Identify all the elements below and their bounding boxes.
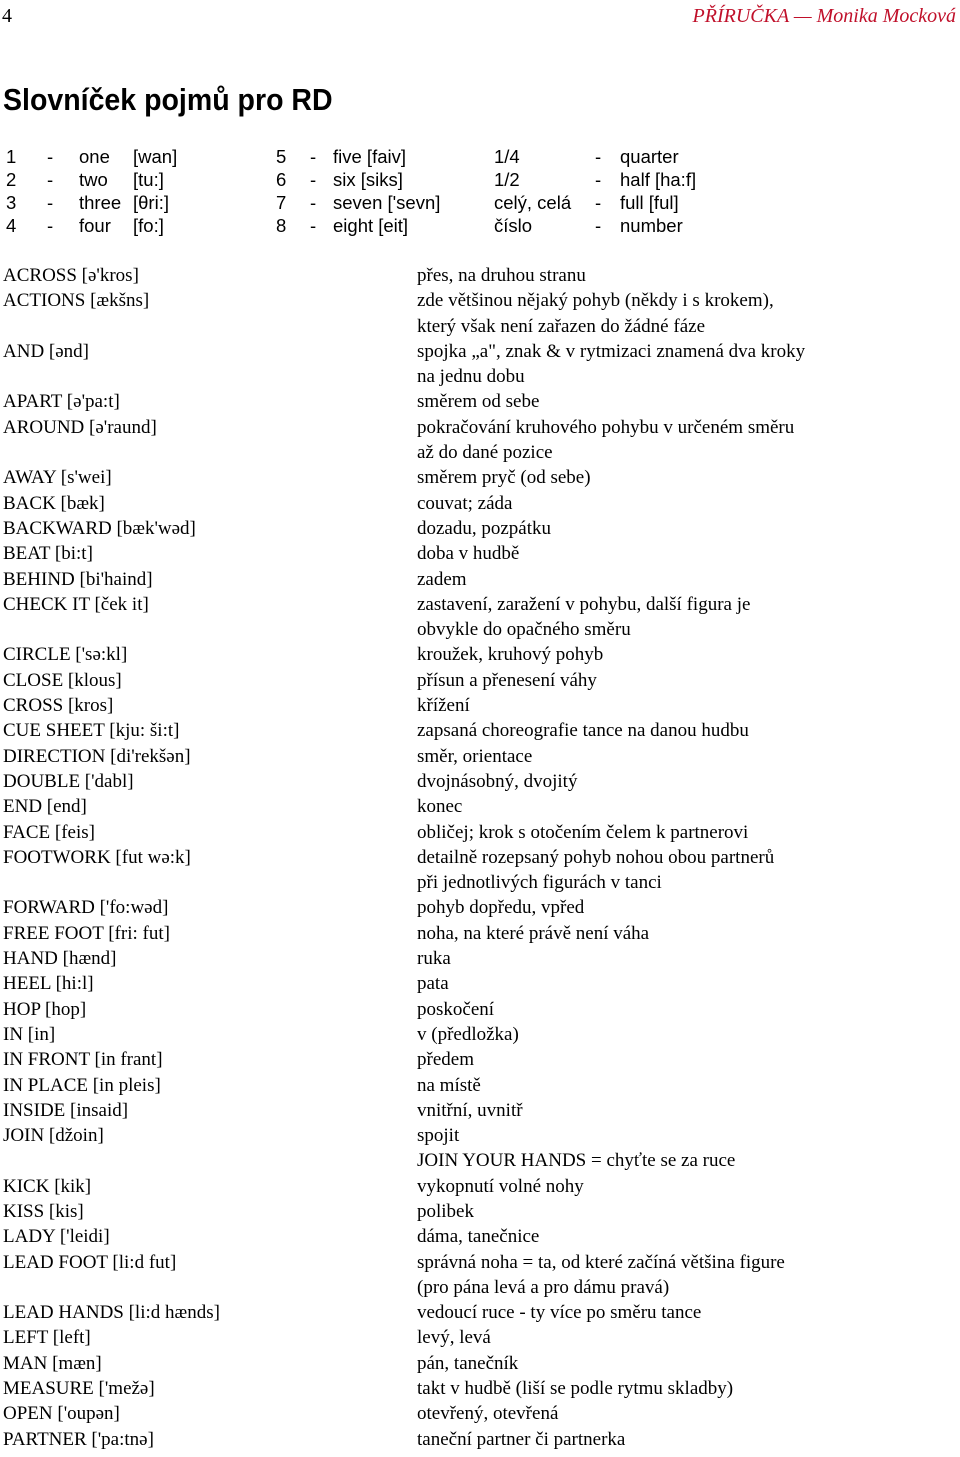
glossary-entry xyxy=(0,1098,960,1123)
glossary-definition xyxy=(417,1401,960,1426)
definition-line: takt v hudbě (liší se podle rytmu skladby) xyxy=(417,1378,734,1400)
glossary-definition xyxy=(417,946,960,971)
definition-line: (pro pána levá a pro dámu pravá) xyxy=(417,1276,670,1298)
glossary-term: END [end] xyxy=(3,796,87,818)
glossary-term: FOOTWORK [fut wə:k] xyxy=(3,846,191,868)
glossary-definition xyxy=(417,921,960,946)
glossary-definition xyxy=(417,389,960,414)
definition-line: spojka „a", znak & v rytmizaci znamená dva kroky xyxy=(417,340,806,362)
glossary-entry xyxy=(0,1199,960,1224)
definition-line: kroužek, kruhový pohyb xyxy=(417,644,604,666)
definition-line: doba v hudbě xyxy=(417,543,520,565)
definition-line: předem xyxy=(417,1049,474,1071)
glossary-definition xyxy=(417,971,960,996)
definition-line: křížení xyxy=(417,695,470,717)
glossary-term: KICK [kik] xyxy=(3,1175,92,1197)
definition-line: směrem pryč (od sebe) xyxy=(417,467,591,489)
glossary-entry xyxy=(0,718,960,743)
numbers-cell: three xyxy=(79,192,122,213)
glossary-entry xyxy=(0,946,960,971)
definition-line: směrem od sebe xyxy=(417,391,540,413)
glossary-definition xyxy=(417,744,960,769)
glossary-entry xyxy=(0,1224,960,1249)
glossary-entry xyxy=(0,1427,960,1452)
numbers-cell: 1 xyxy=(6,146,17,167)
glossary-entry xyxy=(0,744,960,769)
numbers-cell: six [siks] xyxy=(333,169,403,190)
numbers-cell: - xyxy=(310,146,317,167)
glossary-entry xyxy=(0,971,960,996)
definition-line: pokračování kruhového pohybu v určeném směru xyxy=(417,416,795,438)
glossary-term: BEAT [bi:t] xyxy=(3,543,93,565)
numbers-cell: - xyxy=(310,169,317,190)
definition-line: zde většinou nějaký pohyb (někdy i s krokem), xyxy=(417,290,774,312)
glossary-term: HAND [hænd] xyxy=(3,948,117,970)
definition-line: poskočení xyxy=(417,998,495,1020)
glossary-entry xyxy=(0,1123,960,1174)
definition-line: spojit xyxy=(417,1125,460,1147)
numbers-cell: - xyxy=(47,215,54,236)
glossary-term: FORWARD ['fo:wəd] xyxy=(3,897,169,919)
definition-line: vedoucí ruce - ty více po směru tance xyxy=(417,1302,702,1324)
glossary-entry xyxy=(0,997,960,1022)
glossary-term: MAN [mæn] xyxy=(3,1352,102,1374)
definition-line: pata xyxy=(417,973,449,995)
glossary-entry xyxy=(0,1174,960,1199)
definition-line: taneční partner či partnerka xyxy=(417,1428,626,1450)
definition-line: levý, levá xyxy=(417,1327,491,1349)
glossary-entry xyxy=(0,389,960,414)
glossary-definition xyxy=(417,642,960,667)
glossary-entry xyxy=(0,693,960,718)
definition-line: pohyb dopředu, vpřed xyxy=(417,897,585,919)
page-title: Slovníček pojmů pro RD xyxy=(3,82,333,117)
glossary-term: MEASURE ['mežə] xyxy=(3,1378,155,1400)
numbers-row xyxy=(0,192,960,215)
glossary-term: ACTIONS [ækšns] xyxy=(3,290,150,312)
glossary-term: DOUBLE ['dabl] xyxy=(3,770,134,792)
glossary-definition xyxy=(417,1427,960,1452)
numbers-row xyxy=(0,146,960,169)
glossary-definition xyxy=(417,1325,960,1350)
glossary-term: JOIN [džoin] xyxy=(3,1125,104,1147)
glossary-term: HOP [hop] xyxy=(3,998,87,1020)
numbers-cell: one xyxy=(79,146,110,167)
glossary-entry xyxy=(0,1401,960,1426)
numbers-cell: číslo xyxy=(494,215,533,236)
glossary-entry xyxy=(0,895,960,920)
glossary-definition xyxy=(417,693,960,718)
glossary-definition xyxy=(417,895,960,920)
glossary-term: APART [ə'pa:t] xyxy=(3,391,120,413)
definition-line: polibek xyxy=(417,1200,474,1222)
glossary-definition xyxy=(417,288,960,339)
definition-line: pán, tanečník xyxy=(417,1352,519,1374)
definition-line: který však není zařazen do žádné fáze xyxy=(417,315,705,337)
glossary-definition xyxy=(417,1022,960,1047)
glossary-entry xyxy=(0,1325,960,1350)
glossary-entry xyxy=(0,541,960,566)
definition-line: při jednotlivých figurách v tanci xyxy=(417,872,662,894)
numbers-cell: [tu:] xyxy=(133,169,164,190)
definition-line: dvojnásobný, dvojitý xyxy=(417,770,578,792)
definition-line: zastavení, zaražení v pohybu, další figura je xyxy=(417,593,751,615)
numbers-cell: 6 xyxy=(276,169,287,190)
numbers-cell: quarter xyxy=(620,146,679,167)
glossary-definition xyxy=(417,541,960,566)
definition-line: správná noha = ta, od které začíná většina figure xyxy=(417,1251,785,1273)
definition-line: ruka xyxy=(417,948,451,970)
glossary-definition xyxy=(417,1300,960,1325)
glossary-term: BACKWARD [bæk'wəd] xyxy=(3,517,196,539)
glossary-entry xyxy=(0,794,960,819)
glossary-entry xyxy=(0,1022,960,1047)
numbers-cell: 3 xyxy=(6,192,17,213)
definition-line: přísun a přenesení váhy xyxy=(417,669,597,691)
glossary-entry xyxy=(0,465,960,490)
glossary-definition xyxy=(417,845,960,896)
numbers-cell: 8 xyxy=(276,215,287,236)
glossary-term: LEFT [left] xyxy=(3,1327,91,1349)
glossary-term: CROSS [kros] xyxy=(3,695,114,717)
numbers-cell: [fo:] xyxy=(133,215,164,236)
glossary-term: IN PLACE [in pleis] xyxy=(3,1074,161,1096)
glossary-definition xyxy=(417,1047,960,1072)
numbers-cell: - xyxy=(595,146,602,167)
glossary-entry xyxy=(0,1047,960,1072)
definition-line: obličej; krok s otočením čelem k partnerovi xyxy=(417,821,749,843)
definition-line: zapsaná choreografie tance na danou hudbu xyxy=(417,720,749,742)
glossary-definition xyxy=(417,1351,960,1376)
glossary-term: AROUND [ə'raund] xyxy=(3,416,157,438)
numbers-cell: - xyxy=(47,169,54,190)
glossary-term: BEHIND [bi'haind] xyxy=(3,568,153,590)
definition-line: obvykle do opačného směru xyxy=(417,619,631,641)
glossary-definition xyxy=(417,1376,960,1401)
glossary-entry xyxy=(0,415,960,466)
numbers-cell: 1/2 xyxy=(494,169,520,190)
glossary-entry xyxy=(0,339,960,390)
glossary-term: CLOSE [klous] xyxy=(3,669,122,691)
numbers-cell: full [ful] xyxy=(620,192,679,213)
glossary-definition xyxy=(417,794,960,819)
numbers-row xyxy=(0,215,960,238)
numbers-cell: four xyxy=(79,215,111,236)
definition-line: JOIN YOUR HANDS = chyťte se za ruce xyxy=(417,1150,736,1172)
glossary-definition xyxy=(417,997,960,1022)
glossary-definition xyxy=(417,516,960,541)
glossary-entry xyxy=(0,1351,960,1376)
numbers-cell: - xyxy=(47,192,54,213)
glossary-term: IN FRONT [in frant] xyxy=(3,1049,163,1071)
numbers-cell: - xyxy=(595,169,602,190)
definition-line: vnitřní, uvnitř xyxy=(417,1099,523,1121)
glossary-term: CUE SHEET [kju: ši:t] xyxy=(3,720,180,742)
definition-line: zadem xyxy=(417,568,467,590)
glossary-entry xyxy=(0,516,960,541)
glossary-term: AND [ənd] xyxy=(3,340,90,362)
glossary-term: BACK [bæk] xyxy=(3,492,105,514)
numbers-cell: [wan] xyxy=(133,146,178,167)
glossary-entry xyxy=(0,642,960,667)
numbers-cell: - xyxy=(310,192,317,213)
glossary-entry xyxy=(0,1300,960,1325)
numbers-cell: - xyxy=(47,146,54,167)
numbers-cell: 1/4 xyxy=(494,146,520,167)
definition-line: na jednu dobu xyxy=(417,366,525,388)
glossary-definition xyxy=(417,415,960,466)
glossary-term: FACE [feis] xyxy=(3,821,95,843)
numbers-cell: five [faiv] xyxy=(333,146,406,167)
numbers-cell: [θri:] xyxy=(133,192,169,213)
numbers-cell: - xyxy=(310,215,317,236)
definition-line: v (předložka) xyxy=(417,1023,519,1045)
page-number: 4 xyxy=(2,5,12,27)
definition-line: detailně rozepsaný pohyb nohou obou partnerů xyxy=(417,846,775,868)
glossary-term: HEEL [hi:l] xyxy=(3,973,94,995)
glossary-term: IN [in] xyxy=(3,1023,56,1045)
glossary-definition xyxy=(417,567,960,592)
glossary-definition xyxy=(417,769,960,794)
numbers-cell: 4 xyxy=(6,215,17,236)
definition-line: vykopnutí volné nohy xyxy=(417,1175,584,1197)
glossary-definition xyxy=(417,1098,960,1123)
glossary-entry xyxy=(0,592,960,643)
definition-line: až do dané pozice xyxy=(417,442,553,464)
glossary-entry xyxy=(0,820,960,845)
definition-line: dáma, tanečnice xyxy=(417,1226,540,1248)
numbers-cell: eight [eit] xyxy=(333,215,409,236)
glossary-entry xyxy=(0,491,960,516)
definition-line: couvat; záda xyxy=(417,492,513,514)
numbers-cell: two xyxy=(79,169,108,190)
definition-line: přes, na druhou stranu xyxy=(417,265,586,286)
glossary-term: LADY ['leidi] xyxy=(3,1226,110,1248)
glossary-entry xyxy=(0,567,960,592)
numbers-row xyxy=(0,169,960,192)
glossary-term: DIRECTION [di'rekšən] xyxy=(3,745,191,767)
glossary-entry xyxy=(0,845,960,896)
glossary-entry xyxy=(0,1073,960,1098)
numbers-cell: seven ['sevn] xyxy=(333,192,441,213)
glossary-term: INSIDE [insaid] xyxy=(3,1099,129,1121)
definition-line: směr, orientace xyxy=(417,745,533,767)
glossary-definition xyxy=(417,1224,960,1249)
glossary-definition xyxy=(417,592,960,643)
glossary-definition xyxy=(417,263,960,288)
glossary-term: AWAY [s'wei] xyxy=(3,467,112,489)
glossary-definition xyxy=(417,491,960,516)
glossary-entry xyxy=(0,1250,960,1301)
numbers-cell: 7 xyxy=(276,192,287,213)
numbers-cell: - xyxy=(595,192,602,213)
definition-line: noha, na které právě není váha xyxy=(417,922,650,944)
glossary-term: PARTNER ['pa:tnə] xyxy=(3,1428,154,1450)
numbers-cell: celý, celá xyxy=(494,192,572,213)
glossary-entry xyxy=(0,769,960,794)
glossary-term: LEAD FOOT [li:d fut] xyxy=(3,1251,177,1273)
definition-line: konec xyxy=(417,796,463,818)
numbers-cell: - xyxy=(595,215,602,236)
definition-line: otevřený, otevřená xyxy=(417,1403,559,1425)
definition-line: na místě xyxy=(417,1074,481,1096)
glossary-definition xyxy=(417,1174,960,1199)
glossary-definition xyxy=(417,465,960,490)
glossary-entry xyxy=(0,263,960,288)
numbers-cell: 2 xyxy=(6,169,17,190)
glossary-definition xyxy=(417,339,960,390)
glossary-entry xyxy=(0,1376,960,1401)
glossary-definition xyxy=(417,1250,960,1301)
glossary-term: ACROSS [ə'kros] xyxy=(3,265,139,286)
glossary-list xyxy=(0,263,960,1452)
glossary-definition xyxy=(417,820,960,845)
glossary-definition xyxy=(417,718,960,743)
glossary-term: CIRCLE ['sə:kl] xyxy=(3,644,128,666)
glossary-definition xyxy=(417,668,960,693)
glossary-definition xyxy=(417,1123,960,1174)
glossary-definition xyxy=(417,1199,960,1224)
glossary-entry xyxy=(0,921,960,946)
definition-line: dozadu, pozpátku xyxy=(417,517,552,539)
glossary-term: FREE FOOT [fri: fut] xyxy=(3,922,170,944)
numbers-cell: 5 xyxy=(276,146,287,167)
running-head: PŘÍRUČKA — Monika Mocková xyxy=(692,5,956,27)
glossary-term: KISS [kis] xyxy=(3,1200,84,1222)
glossary-entry xyxy=(0,668,960,693)
numbers-cell: half [ha:f] xyxy=(620,169,697,190)
glossary-definition xyxy=(417,1073,960,1098)
glossary-term: CHECK IT [ček it] xyxy=(3,593,149,615)
glossary-entry xyxy=(0,288,960,339)
numbers-cell: number xyxy=(620,215,683,236)
glossary-term: LEAD HANDS [li:d hænds] xyxy=(3,1302,220,1324)
glossary-term: OPEN ['oupən] xyxy=(3,1403,120,1425)
